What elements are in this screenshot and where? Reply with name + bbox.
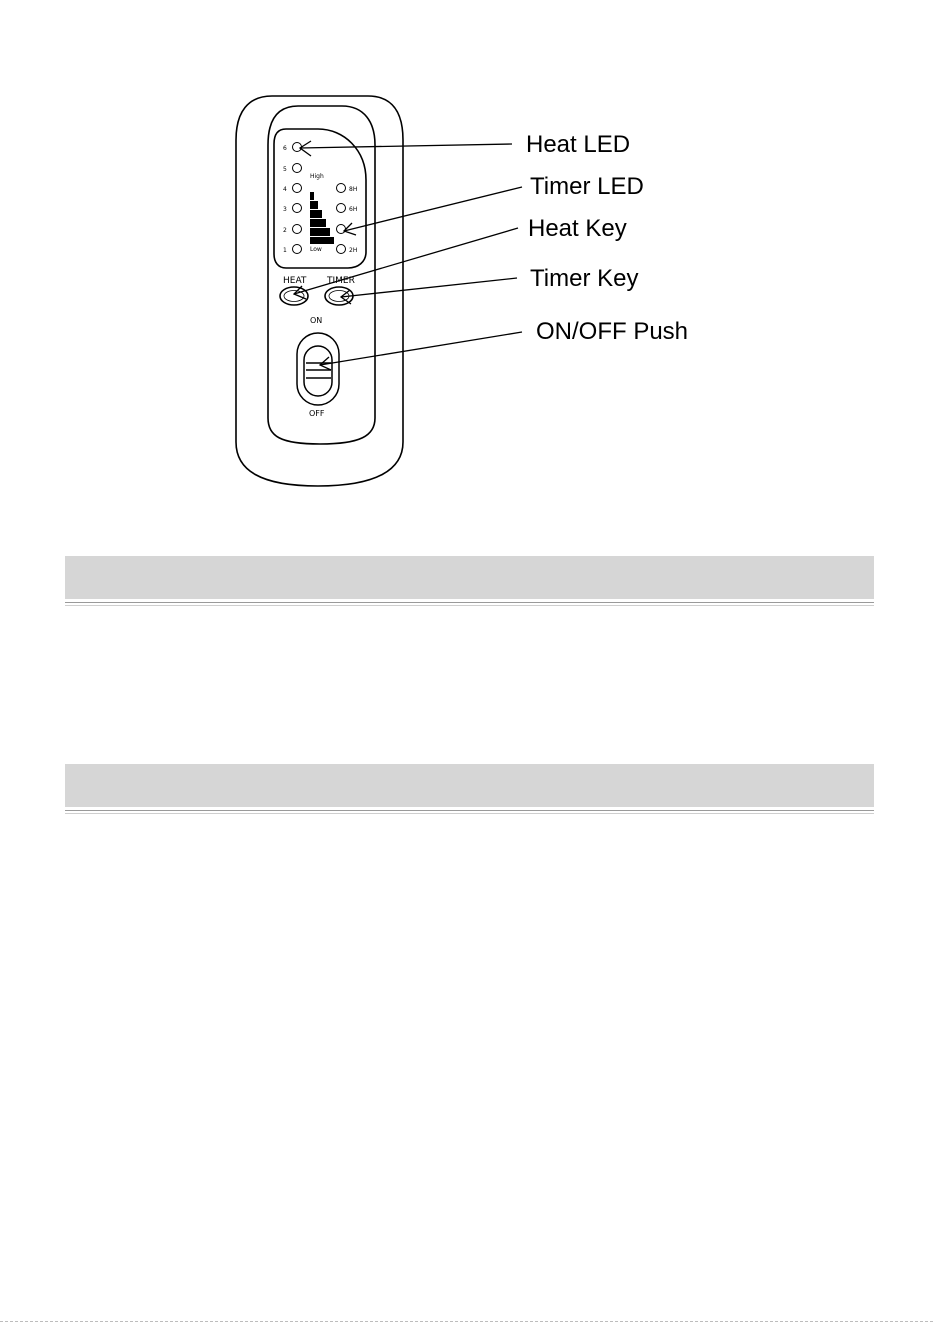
heat-led-label-6: 6: [283, 145, 287, 152]
timer-key-label: TIMER: [327, 276, 355, 286]
timer-led-2h: [337, 245, 346, 254]
heat-led-3: [293, 204, 302, 213]
heat-led-5: [293, 164, 302, 173]
heat-key-label: HEAT: [283, 276, 307, 286]
heat-led-1: [293, 245, 302, 254]
timer-led-6h: [337, 204, 346, 213]
heat-led-column: [283, 143, 302, 255]
timer-key-leader: [341, 278, 517, 297]
remote-outer-body: [236, 96, 403, 486]
section-header-bar-2: [65, 764, 874, 807]
page-bottom-border: [0, 1321, 933, 1322]
on-off-leader: [320, 332, 522, 365]
scale-high-label: High: [310, 173, 324, 180]
callout-heat-key: Heat Key: [528, 215, 627, 242]
callout-on-off-push: ON/OFF Push: [536, 318, 689, 345]
switch-off-label: OFF: [309, 409, 325, 418]
heat-key[interactable]: [280, 287, 308, 305]
heat-led-label-4: 4: [283, 186, 287, 193]
heat-led-2: [293, 225, 302, 234]
section-rule-2b: [65, 813, 874, 814]
scale-low-label: Low: [310, 246, 322, 253]
callout-timer-led: Timer LED: [530, 173, 644, 200]
heat-led-label-3: 3: [283, 206, 287, 213]
timer-led-leader: [344, 187, 522, 231]
heat-led-label-5: 5: [283, 166, 287, 173]
heat-led-label-1: 1: [283, 247, 287, 254]
section-rule-2: [65, 810, 874, 811]
switch-on-label: ON: [310, 316, 323, 325]
remote-control-diagram: [0, 0, 933, 520]
heat-led-6: [293, 143, 302, 152]
heat-led-4: [293, 184, 302, 193]
callout-timer-key: Timer Key: [530, 265, 639, 292]
timer-led-label-2h: 2H: [349, 247, 358, 254]
timer-led-column: [337, 184, 358, 255]
timer-led-4h: [337, 225, 346, 234]
heat-level-wedge: [310, 192, 334, 244]
timer-led-label-8h: 8H: [349, 186, 358, 193]
section-header-bar-1: [65, 556, 874, 599]
on-off-switch[interactable]: [297, 333, 339, 405]
heat-led-label-2: 2: [283, 227, 287, 234]
timer-led-8h: [337, 184, 346, 193]
callout-heat-led: Heat LED: [526, 131, 631, 158]
section-rule-1b: [65, 605, 874, 606]
timer-led-label-6h: 6H: [349, 206, 358, 213]
section-rule-1: [65, 602, 874, 603]
heat-led-leader: [300, 144, 512, 148]
